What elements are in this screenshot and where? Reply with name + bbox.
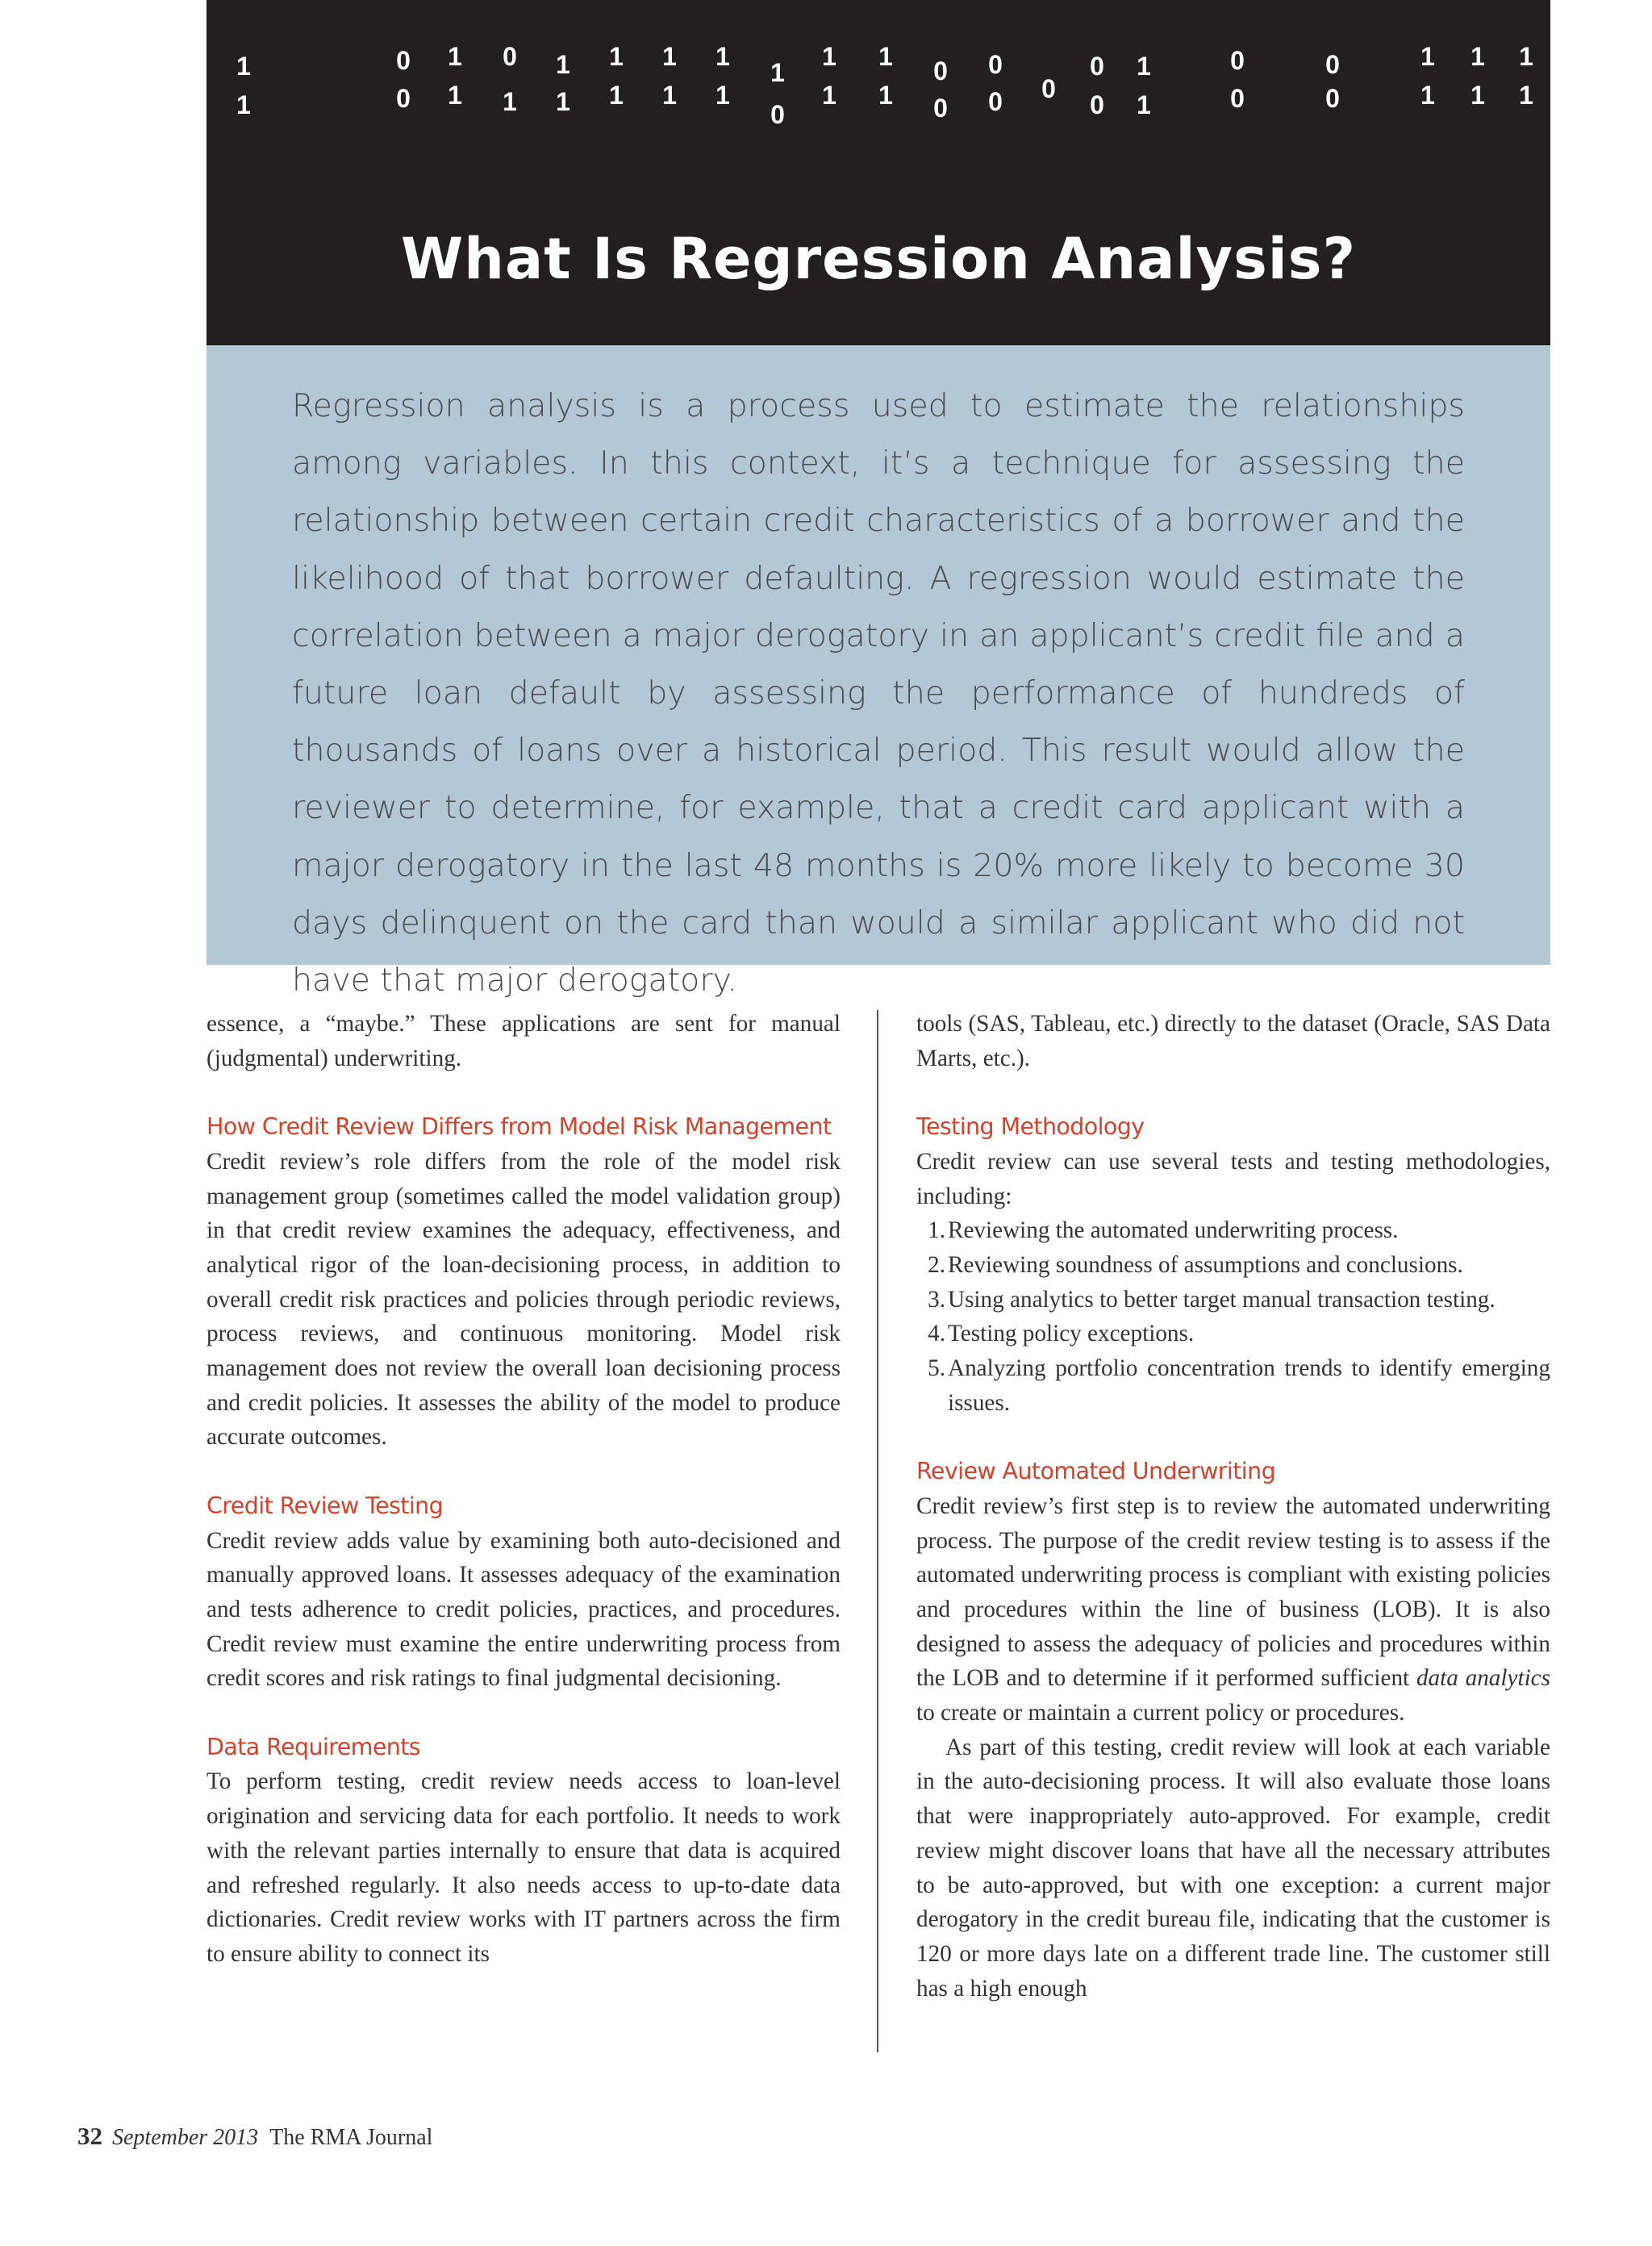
- right-continuation-paragraph: tools (SAS, Tableau, etc.) directly to the dataset (Oracle, SAS Data Marts, etc.).: [916, 1011, 1550, 1071]
- section-heading-credit-review-testing: Credit Review Testing: [206, 1492, 444, 1519]
- list-item-text: Reviewing the automated underwriting process.: [948, 1217, 1399, 1244]
- list-item-text: Reviewing soundness of assumptions and conclusions.: [948, 1251, 1463, 1278]
- binary-digit: 1: [878, 42, 893, 71]
- binary-digit: 0: [396, 84, 411, 113]
- sidebar-body-text: Regression analysis is a process used to estimate the relationships among variables. In this context, it’s a technique for assessing the relationship between certain credit characteristics of a borrower and the likelihood of that borrower defaulting. A regression would estimate the correlation between a major derogatory in an applicant’s credit file and a future loan default by assessing the performance of hundreds of thousands of loans over a historical period. This result would allow the reviewer to determine, for example, that a credit card applicant with a major derogatory in the last 48 months is 20% more likely to become 30 days delinquent on the card than would a similar applicant who did not have that major derogatory.: [292, 387, 1465, 1000]
- binary-digit: 0: [1041, 74, 1056, 103]
- binary-digit: 0: [396, 46, 411, 75]
- binary-digit: 1: [556, 50, 570, 79]
- review-underwriting-paragraph-2: As part of this testing, credit review will look at each variable in the auto-decisioning process. It will also evaluate those loans that were inappropriately auto-approved. For example, credit review might discover loans that have all the necessary attributes to be auto-approved, but with one exception: a current major derogatory in the credit bureau file, indicating that the customer is 120 or more days late on a different trade line. The customer still has a high enough: [916, 1734, 1550, 2002]
- binary-digit: 0: [1325, 84, 1340, 113]
- binary-digit: 1: [1137, 52, 1151, 81]
- page-number: 32: [77, 2122, 102, 2150]
- section-heading-review-automated-underwriting: Review Automated Underwriting: [916, 1458, 1276, 1485]
- binary-digit: 1: [448, 81, 462, 110]
- binary-digit: 1: [1420, 42, 1435, 71]
- binary-digit: 0: [933, 56, 948, 86]
- binary-digit: 0: [988, 87, 1003, 116]
- binary-digit: 1: [770, 58, 785, 87]
- review-underwriting-paragraph-1: [916, 1489, 1550, 1730]
- binary-digit: 0: [503, 42, 517, 71]
- list-item: [916, 1351, 1550, 1420]
- section-heading-testing-methodology: Testing Methodology: [916, 1113, 1145, 1141]
- binary-digit: 0: [1090, 52, 1104, 81]
- binary-digit: 1: [236, 90, 251, 119]
- binary-digit: 1: [1420, 81, 1435, 110]
- section-heading-model-risk: How Credit Review Differs from Model Risk Management: [206, 1113, 832, 1141]
- binary-digit: 1: [662, 81, 677, 110]
- review-p1-italic-term: data analytics: [1416, 1665, 1550, 1692]
- review-p1-text-after: to create or maintain a current policy or procedures.: [916, 1700, 1405, 1726]
- section-body-data-requirements: To perform testing, credit review needs access to loan-level origination and servicing data for each portfolio. It needs to work with the relevant parties internally to ensure that data is acquired and refreshed regularly. It also needs access to up-to-date data dictionaries. Credit review works with IT partners across the firm to ensure ability to connect its: [206, 1768, 841, 1967]
- binary-digit: 1: [609, 81, 624, 110]
- left-continuation-paragraph: essence, a “maybe.” These applications are sent for manual (judgmental) underwriting.: [206, 1011, 841, 1071]
- section-heading-data-requirements: Data Requirements: [206, 1733, 421, 1760]
- binary-digit: 1: [662, 42, 677, 71]
- sidebar-header: [206, 0, 1550, 345]
- left-column: [206, 1007, 841, 1972]
- list-item-number: 1.: [928, 1217, 945, 1244]
- binary-digit: 1: [556, 87, 570, 116]
- publication-name: The RMA Journal: [269, 2125, 433, 2150]
- binary-digit: 1: [1471, 81, 1485, 110]
- binary-digit: 0: [1090, 90, 1104, 119]
- binary-digits-decoration: [206, 0, 1550, 161]
- review-p1-text-before: Credit review’s first step is to review the automated underwriting process. The purpose of the credit review testing is to assess if the automated underwriting process is compliant with existing policies and procedures within the line of business (LOB). It is also designed to assess the adequacy of policies and procedures within the LOB and to determine if it performed sufficient: [916, 1492, 1550, 1692]
- testing-methodology-list: [916, 1213, 1550, 1420]
- binary-digit: 1: [715, 81, 730, 110]
- list-item: [916, 1317, 1550, 1351]
- section-body-model-risk: Credit review’s role differs from the role of the model risk management group (sometimes called the model validation group) in that credit review examines the adequacy, effectiveness, and analytical rigor of the loan-decisioning process, in addition to overall credit risk practices and policies through periodic reviews, process reviews, and continuous monitoring. Model risk management does not review the overall loan decisioning process and credit policies. It assesses the ability of the model to produce accurate outcomes.: [206, 1148, 841, 1451]
- list-item-number: 3.: [928, 1286, 945, 1313]
- right-column: [916, 1007, 1550, 2006]
- binary-digit: 1: [503, 87, 517, 116]
- binary-digit: 1: [609, 42, 624, 71]
- binary-digit: 0: [1325, 50, 1340, 79]
- list-item-number: 4.: [928, 1321, 945, 1347]
- binary-digit: 1: [448, 42, 462, 71]
- list-item-text: Using analytics to better target manual transaction testing.: [948, 1286, 1496, 1313]
- binary-digit: 1: [715, 42, 730, 71]
- binary-digit: 0: [770, 100, 785, 129]
- column-divider: [877, 1010, 878, 2052]
- list-item: [916, 1213, 1550, 1248]
- section-body-credit-review-testing: Credit review adds value by examining both auto-decisioned and manually approved loans. It assesses adequacy of the examination and tests adherence to credit policies, practices, and procedures. Credit review must examine the entire underwriting process from credit scores and risk ratings to final judgmental decisioning.: [206, 1527, 841, 1692]
- binary-digit: 0: [1230, 84, 1245, 113]
- list-item-number: 2.: [928, 1251, 945, 1278]
- binary-digit: 1: [822, 42, 836, 71]
- list-item-text: Analyzing portfolio concentration trends to identify emerging issues.: [948, 1355, 1550, 1416]
- list-item: [916, 1248, 1550, 1283]
- binary-digit: 1: [878, 81, 893, 110]
- binary-digit: 1: [1519, 81, 1533, 110]
- binary-digit: 1: [1519, 42, 1533, 71]
- page-footer: [77, 2122, 432, 2151]
- binary-digit: 1: [822, 81, 836, 110]
- testing-methodology-intro: Credit review can use several tests and testing methodologies, including:: [916, 1148, 1550, 1209]
- binary-digit: 0: [1230, 46, 1245, 75]
- list-item-number: 5.: [928, 1355, 945, 1382]
- issue-date: September 2013: [112, 2125, 259, 2150]
- list-item: [916, 1283, 1550, 1317]
- binary-digit: 0: [988, 50, 1003, 79]
- list-item-text: Testing policy exceptions.: [948, 1321, 1195, 1347]
- binary-digit: 1: [236, 52, 251, 81]
- binary-digit: 1: [1137, 90, 1151, 119]
- sidebar-title: What Is Regression Analysis?: [400, 226, 1357, 292]
- binary-digit: 0: [933, 94, 948, 123]
- binary-digit: 1: [1471, 42, 1485, 71]
- sidebar-body-box: [206, 345, 1550, 1000]
